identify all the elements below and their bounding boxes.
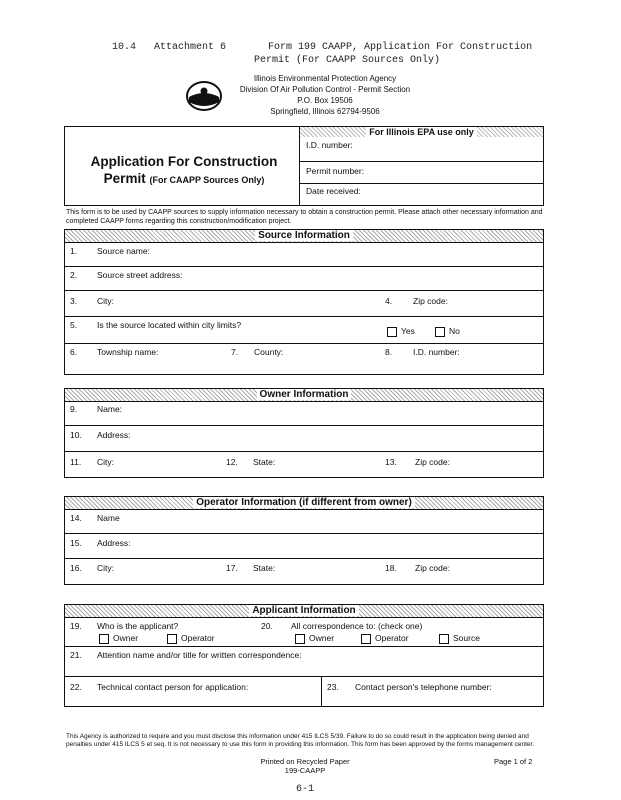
- header-line-1: 10.4 Attachment 6 Form 199 CAAPP, Application For Construction: [112, 42, 533, 53]
- corr-operator-option[interactable]: Operator: [361, 633, 409, 644]
- source-city-row[interactable]: 3. City: 4. Zip code:: [65, 291, 543, 317]
- city-limits-row: 5. Is the source located within city limits? Yes No: [65, 317, 543, 344]
- telephone-label: Contact person's telephone number:: [355, 682, 492, 692]
- county-label: County:: [254, 347, 284, 357]
- epa-date-field[interactable]: Date received:: [306, 186, 361, 196]
- source-section: [64, 229, 544, 375]
- city-limits-yes[interactable]: Yes: [387, 326, 415, 337]
- agency-city: Springfield, Illinois 62794-9506: [270, 107, 380, 116]
- page-number: 6-1: [296, 784, 315, 795]
- operator-name-label: Name: [97, 513, 120, 523]
- corr-owner-option[interactable]: Owner: [295, 633, 334, 644]
- applicant-heading: Applicant Information: [65, 605, 543, 618]
- applicant-operator-checkbox[interactable]: [167, 634, 177, 644]
- agency-name: Illinois Environmental Protection Agency: [253, 74, 397, 83]
- epa-id-field[interactable]: I.D. number:: [300, 140, 543, 162]
- page-count: Page 1 of 2: [494, 757, 533, 766]
- city-limits-label: Is the source located within city limits?: [97, 320, 242, 330]
- operator-heading: Operator Information (if different from owner): [65, 497, 543, 510]
- operator-section: [64, 496, 544, 585]
- applicant-type-label: Who is the applicant?: [97, 621, 179, 631]
- owner-heading: Owner Information: [65, 389, 543, 402]
- usage-note: This form is to be used by CAAPP sources to supply information necessary to obtain a construction permit. Please attach other necessary information and completed CAAPP forms regarding this construction/modification project.: [66, 209, 543, 225]
- owner-name-row[interactable]: 9. Name:: [65, 401, 543, 426]
- owner-state-label: State:: [253, 457, 276, 467]
- source-name-row[interactable]: 1. Source name:: [65, 242, 543, 267]
- epa-use-heading: For Illinois EPA use only: [300, 127, 543, 137]
- operator-address-label: Address:: [97, 538, 131, 548]
- operator-name-row[interactable]: 14. Name: [65, 509, 543, 534]
- contact-divider: [321, 677, 322, 706]
- operator-state-label: State:: [253, 563, 276, 573]
- correspondence-label: All correspondence to: (check one): [291, 621, 423, 631]
- source-address-label: Source street address:: [97, 270, 183, 280]
- header-line-2: Permit (For CAAPP Sources Only): [254, 55, 441, 66]
- applicant-owner-checkbox[interactable]: [99, 634, 109, 644]
- applicant-type-row: 19. Who is the applicant? Owner Operator 20. All correspondence to: (check one) Owner Operator Source: [65, 617, 543, 647]
- corr-operator-checkbox[interactable]: [361, 634, 371, 644]
- owner-address-label: Address:: [97, 430, 131, 440]
- applicant-section: [64, 604, 544, 707]
- form-title-permit: Permit: [103, 171, 146, 186]
- form-title-main: Application For Construction: [90, 154, 278, 169]
- owner-city-row[interactable]: 11. City: 12. State: 13. Zip code:: [70, 457, 450, 467]
- agency-pobox: P.O. Box 19506: [297, 96, 353, 105]
- operator-zip-label: Zip code:: [415, 563, 450, 573]
- agency-division: Division Of Air Pollution Control - Permit Section: [239, 85, 411, 94]
- corr-owner-checkbox[interactable]: [295, 634, 305, 644]
- owner-name-label: Name:: [97, 404, 123, 414]
- attention-label: Attention name and/or title for written correspondence:: [97, 650, 302, 660]
- yes-checkbox[interactable]: [387, 327, 397, 337]
- city-limits-no[interactable]: No: [435, 326, 460, 337]
- source-id-label: I.D. number:: [413, 347, 460, 357]
- operator-address-row[interactable]: 15. Address:: [65, 534, 543, 559]
- epa-permit-field[interactable]: Permit number:: [300, 162, 543, 184]
- source-address-row[interactable]: 2. Source street address:: [65, 267, 543, 291]
- operator-city-row[interactable]: 16. City: 17. State: 18. Zip code:: [70, 563, 450, 573]
- source-heading: Source Information: [65, 230, 543, 243]
- form-number: 199-CAAPP: [284, 766, 326, 775]
- owner-city-label: City:: [97, 457, 114, 467]
- technical-contact-label: Technical contact person for application:: [97, 682, 249, 692]
- source-zip-label: Zip code:: [413, 296, 448, 306]
- printed-note: Printed on Recycled Paper 199-CAAPP: [250, 757, 360, 775]
- contact-row[interactable]: 22. Technical contact person for application: 23. Contact person's telephone number:: [65, 677, 543, 706]
- township-label: Township name:: [97, 347, 159, 357]
- source-city-label: City:: [97, 296, 114, 306]
- owner-section: [64, 388, 544, 478]
- agency-block: [210, 73, 440, 117]
- applicant-owner-option[interactable]: Owner: [99, 633, 138, 644]
- no-checkbox[interactable]: [435, 327, 445, 337]
- owner-zip-label: Zip code:: [415, 457, 450, 467]
- disclosure-note: This Agency is authorized to require and you must disclose this information under 415 ILCS 5/39. Failure to do so could result in the application being denied and penalties under 415 ILCS 5 et seq. It is not necessary to use this form in providing this information. This form has been approved by the forms management center.: [66, 733, 535, 748]
- corr-source-checkbox[interactable]: [439, 634, 449, 644]
- form-title: [74, 153, 294, 189]
- attention-row[interactable]: 21. Attention name and/or title for written correspondence:: [65, 647, 543, 677]
- applicant-operator-option[interactable]: Operator: [167, 633, 215, 644]
- corr-source-option[interactable]: Source: [439, 633, 480, 644]
- township-row[interactable]: 6. Township name: 7. County: 8. I.D. number:: [70, 347, 460, 357]
- form-title-sub: (For CAAPP Sources Only): [149, 175, 265, 185]
- owner-address-row[interactable]: 10. Address:: [65, 426, 543, 452]
- source-name-label: Source name:: [97, 246, 150, 256]
- operator-city-label: City:: [97, 563, 114, 573]
